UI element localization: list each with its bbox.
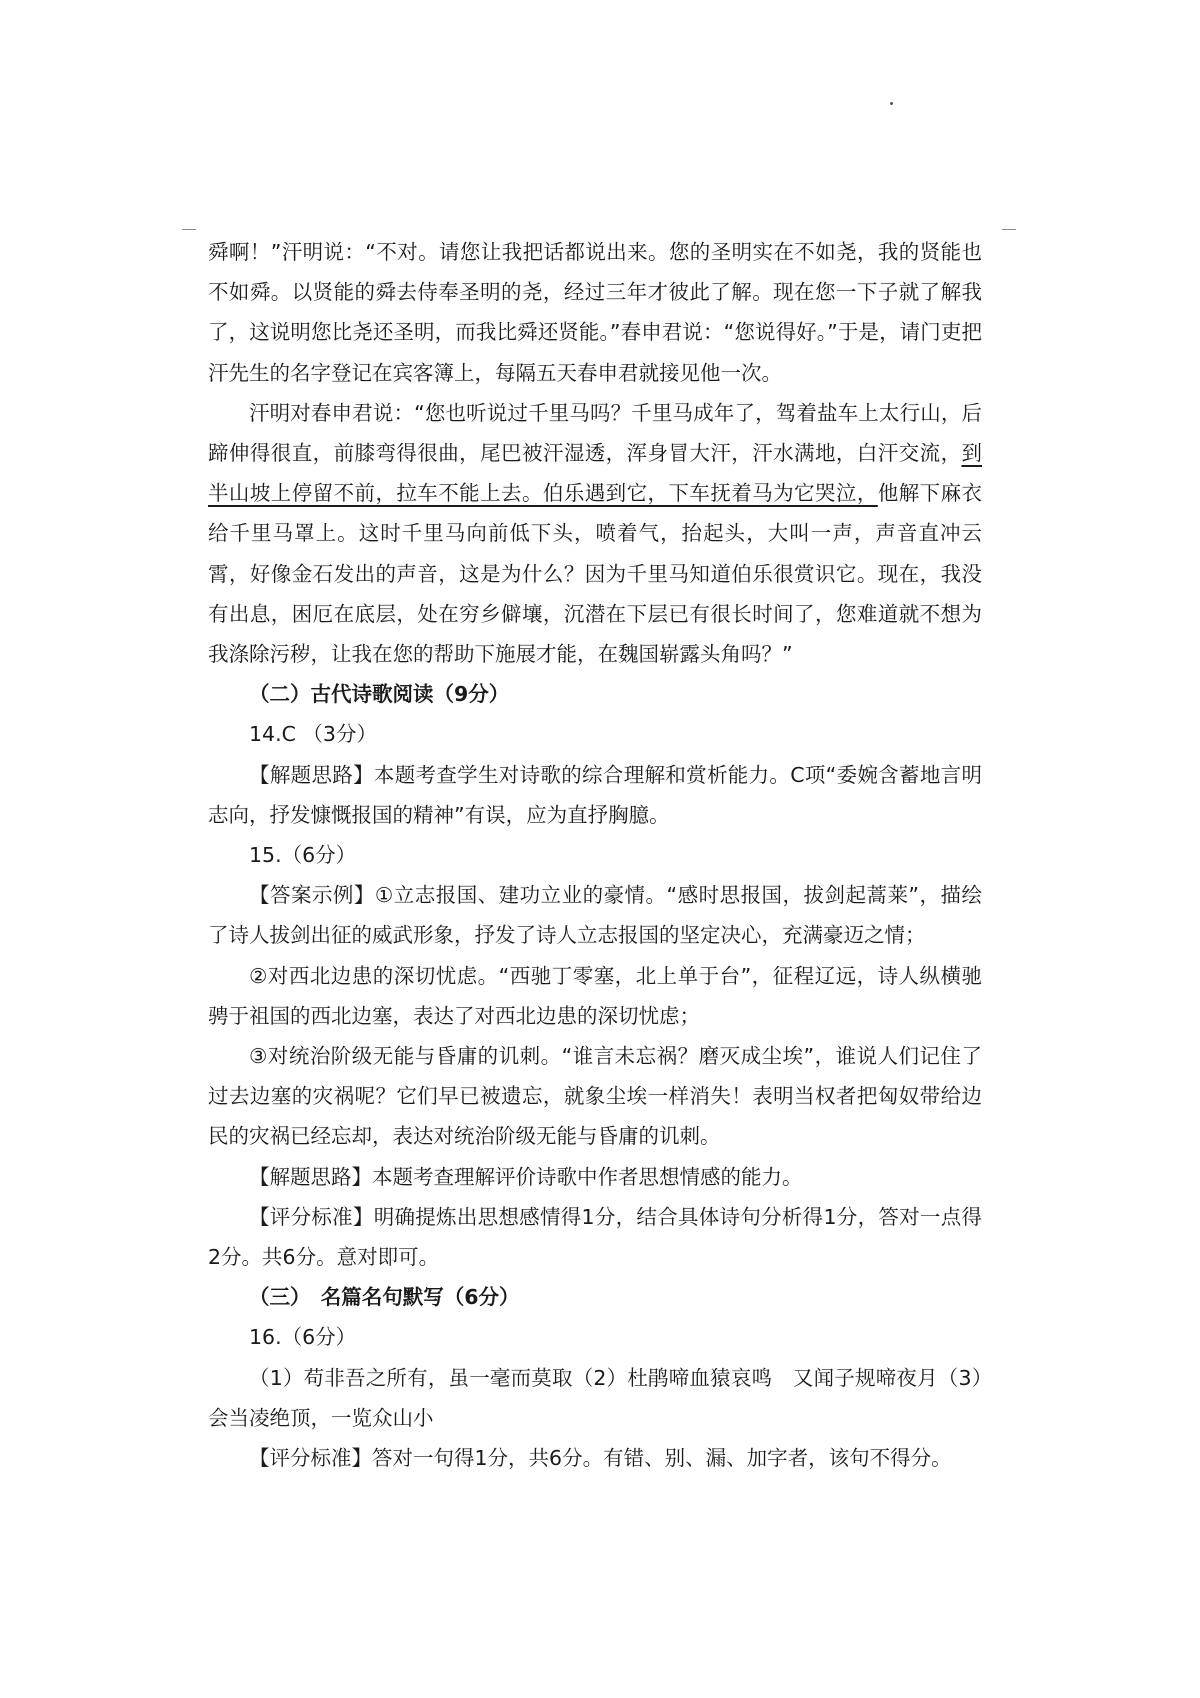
q15-answer-3: ③对统治阶级无能与昏庸的讥刺。“谁言未忘祸？磨灭成尘埃”，谁说人们记住了过去边塞的灾祸呢？它们早已被遗忘，就象尘埃一样消失！表明当权者把匈奴带给边民的灾祸已经忘却，表达对统治阶级无能与昏庸的讥刺。 <box>208 1044 982 1149</box>
document-body <box>208 232 982 1478</box>
q14-analysis: 【解题思路】本题考查学生对诗歌的综合理解和赏析能力。C项“委婉含蓄地言明志向，抒发慷慨报国的精神”有误，应为直抒胸臆。 <box>208 762 982 827</box>
q15-scoring: 【评分标准】明确提炼出思想感情得1分，结合具体诗句分析得1分，答对一点得2分。共6分。意对即可。 <box>208 1204 982 1270</box>
passage-paragraph-2 <box>208 393 982 674</box>
q15-analysis: 【解题思路】本题考查理解评价诗歌中作者思想情感的能力。 <box>249 1164 803 1189</box>
underlined-sentence: 到半山坡上停留不前，拉车不能上去。伯乐遇到它，下车抚着马为它哭泣， <box>208 441 982 506</box>
q15-answer-1: 【答案示例】①立志报国、建功立业的豪情。“感时思报国，拔剑起蒿莱”，描绘了诗人拔剑出征的威武形象，抒发了诗人立志报国的坚定决心，充满豪迈之情； <box>208 883 982 948</box>
q15-number: 15.（6分） <box>249 843 357 868</box>
margin-mark-right <box>1002 229 1016 230</box>
passage-paragraph-2-end: 他解下麻衣给千里马罩上。这时千里马向前低下头，喷着气，抬起头，大叫一声，声音直冲云霄，好像金石发出的声音，这是为什么？因为千里马知道伯乐很赏识它。现在，我没有出息，困厄在底层，处在穷乡僻壤，沉潜在下层已有很长时间了，您难道就不想为我涤除污秽，让我在您的帮助下施展才能，在魏国崭露头角吗？” <box>208 481 983 667</box>
section-heading-poetry: （二）古代诗歌阅读（9分） <box>249 682 510 707</box>
passage-paragraph-2-start: 汗明对春申君说：“您也听说过千里马吗？千里马成年了，驾着盐车上太行山，后蹄伸得很直，前膝弯得很曲，尾巴被汗湿透，浑身冒大汗，汗水满地，白汗交流， <box>208 400 982 466</box>
passage-paragraph-1: 舜啊！”汗明说：“不对。请您让我把话都说出来。您的圣明实在不如尧，我的贤能也不如舜。以贤能的舜去侍奉圣明的尧，经过三年才彼此了解。现在您一下子就了解我了，这说明您比尧还圣明，而我比舜还贤能。”春申君说：“您说得好。”于是，请门吏把汗先生的名字登记在宾客簿上，每隔五天春申君就接见他一次。 <box>208 240 982 385</box>
q15-answer-2: ②对西北边患的深切忧虑。“西驰丁零塞，北上单于台”，征程辽远，诗人纵横驰骋于祖国的西北边塞，表达了对西北边患的深切忧虑； <box>208 963 982 1028</box>
q14-answer: 14.C （3分） <box>249 722 377 747</box>
q16-number: 16.（6分） <box>249 1325 357 1350</box>
q16-scoring: 【评分标准】答对一句得1分，共6分。有错、别、漏、加字者，该句不得分。 <box>249 1446 952 1471</box>
margin-mark-left <box>182 229 196 230</box>
q16-answer: （1）苟非吾之所有，虽一毫而莫取（2）杜鹃啼血猿哀鸣 又闻子规啼夜月（3）会当凌绝顶，一览众山小 <box>208 1365 982 1430</box>
section-heading-recitation: （三） 名篇名句默写（6分） <box>249 1285 520 1310</box>
scan-speck <box>890 102 893 105</box>
